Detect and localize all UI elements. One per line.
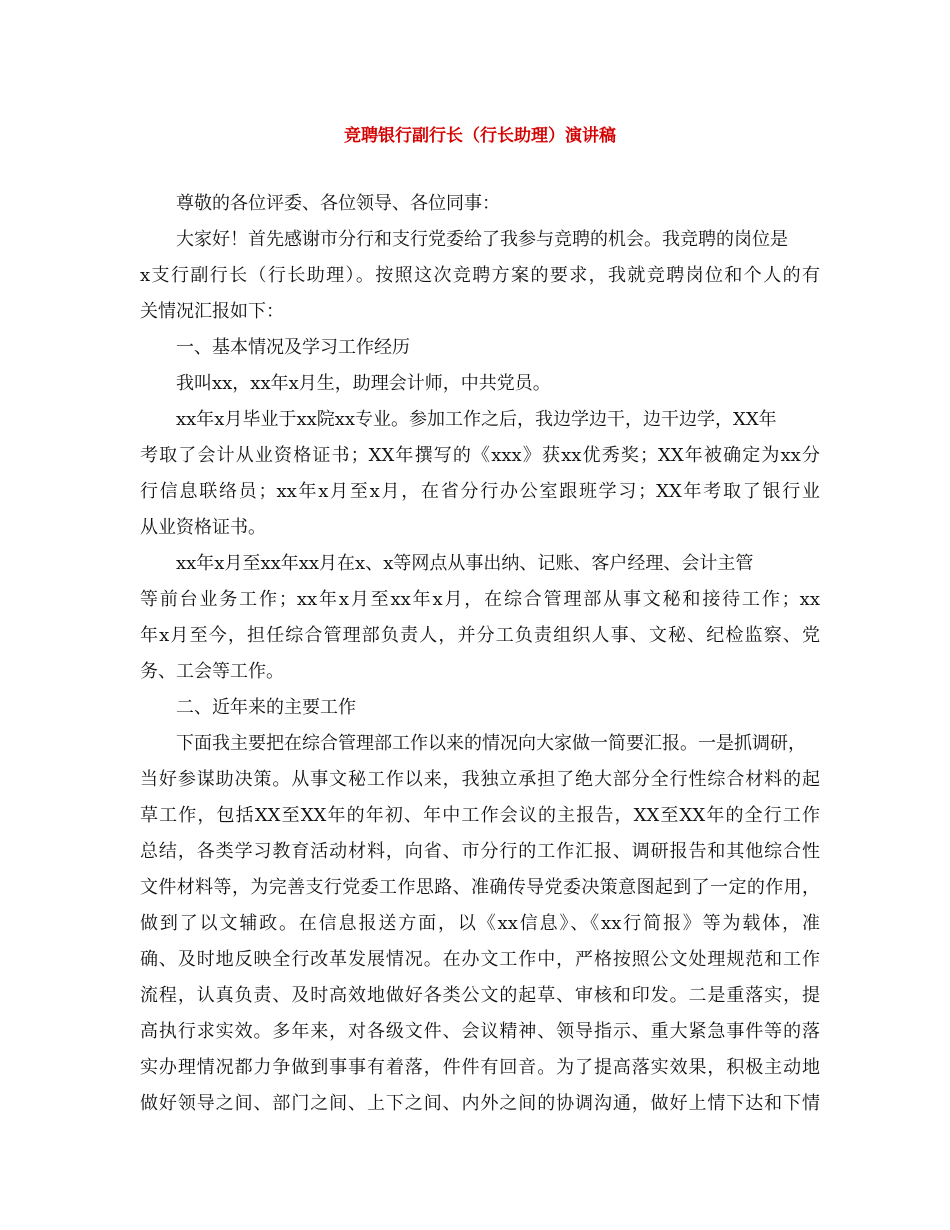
paragraph-line: 下面我主要把在综合管理部工作以来的情况向大家做一简要汇报。一是抓调研， (176, 733, 806, 754)
paragraph-line: 考取了会计从业资格证书；XX年撰写的《xxx》获xx优秀奖；XX年被确定为xx分 (140, 445, 820, 466)
paragraph-line: 务、工会等工作。 (140, 661, 284, 682)
paragraph-line: 从业资格证书。 (140, 517, 266, 538)
paragraph-line: 做好领导之间、部门之间、上下之间、内外之间的协调沟通，做好上情下达和下情 (140, 1093, 820, 1114)
paragraph-line: x支行副行长（行长助理）。按照这次竞聘方案的要求，我就竞聘岗位和个人的有 (140, 265, 820, 286)
section-heading: 一、基本情况及学习工作经历 (176, 337, 410, 358)
paragraph-line: 做到了以文辅政。在信息报送方面，以《xx信息》、《xx行简报》等为载体，准 (140, 913, 820, 934)
paragraph-line: 流程，认真负责、及时高效地做好各类公文的起草、审核和印发。二是重落实，提 (140, 985, 820, 1006)
paragraph-line: 文件材料等，为完善支行党委工作思路、准确传导党委决策意图起到了一定的作用， (140, 877, 820, 898)
paragraph-line: 总结，各类学习教育活动材料，向省、市分行的工作汇报、调研报告和其他综合性 (140, 841, 820, 862)
paragraph-line: 行信息联络员；xx年x月至x月，在省分行办公室跟班学习；XX年考取了银行业 (140, 481, 820, 502)
paragraph-line: xx年x月至xx年xx月在x、x等网点从事出纳、记账、客户经理、会计主管 (176, 553, 754, 574)
paragraph-line: 确、及时地反映全行改革发展情况。在办文工作中，严格按照公文处理规范和工作 (140, 949, 820, 970)
document-title: 竞聘银行副行长（行长助理）演讲稿 (344, 126, 616, 146)
paragraph-line: 关情况汇报如下： (140, 301, 284, 322)
paragraph-line: 大家好！首先感谢市分行和支行党委给了我参与竞聘的机会。我竞聘的岗位是 (176, 229, 788, 250)
paragraph-line: 等前台业务工作；xx年x月至xx年x月，在综合管理部从事文秘和接待工作；xx (140, 589, 820, 610)
section-heading: 二、近年来的主要工作 (176, 697, 356, 718)
salutation-line: 尊敬的各位评委、各位领导、各位同事： (176, 193, 500, 214)
paragraph-line: 年x月至今，担任综合管理部负责人，并分工负责组织人事、文秘、纪检监察、党 (140, 625, 820, 646)
paragraph-line: 我叫xx，xx年x月生，助理会计师，中共党员。 (176, 373, 551, 394)
paragraph-line: xx年x月毕业于xx院xx专业。参加工作之后，我边学边干，边干边学，XX年 (176, 409, 777, 430)
paragraph-line: 实办理情况都力争做到事事有着落，件件有回音。为了提高落实效果，积极主动地 (140, 1057, 820, 1078)
paragraph-line: 当好参谋助决策。从事文秘工作以来，我独立承担了绝大部分全行性综合材料的起 (140, 769, 820, 790)
paragraph-line: 草工作，包括XX至XX年的年初、年中工作会议的主报告，XX至XX年的全行工作 (140, 805, 820, 826)
paragraph-line: 高执行求实效。多年来，对各级文件、会议精神、领导指示、重大紧急事件等的落 (140, 1021, 820, 1042)
